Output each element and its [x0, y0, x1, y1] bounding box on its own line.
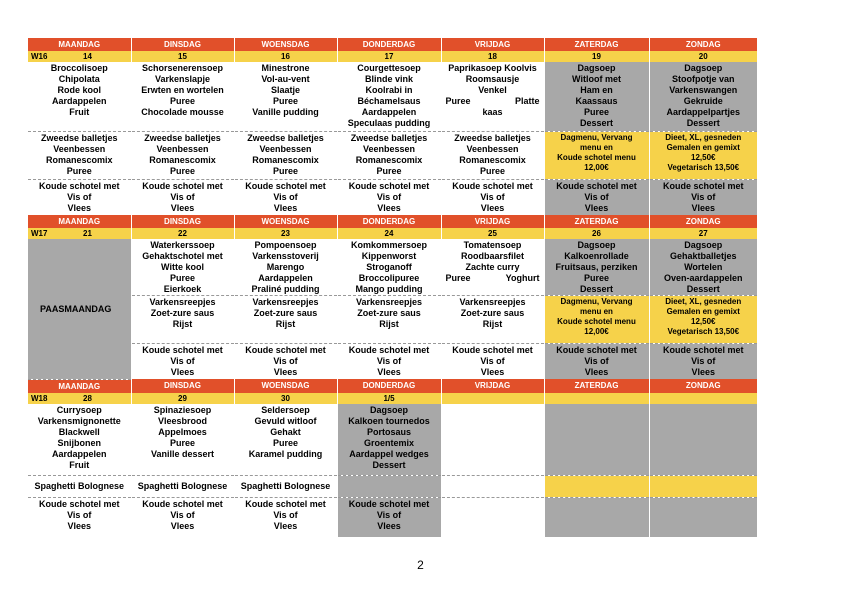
menu-cell: Dagsoep Gehaktballetjes Wortelen Oven-aardappelen Dessert	[649, 239, 757, 296]
day-header: ZATERDAG	[544, 215, 649, 228]
menu-calendar	[28, 38, 757, 537]
menu-cell: Tomatensoep Roodbaarsfilet Zachte curry Puree Yoghurt	[441, 239, 544, 296]
menu-cell: Koude schotel met Vis of Vlees	[234, 344, 337, 380]
main-menu-row	[28, 239, 757, 296]
day-header: WOENSDAG	[234, 38, 337, 51]
menu-cell: Zweedse balletjes Veenbessen Romanescomix Puree	[28, 132, 131, 180]
menu-cell: Koude schotel met Vis of Vlees	[131, 344, 234, 380]
date-cell: 15	[131, 51, 234, 62]
day-header: DONDERDAG	[337, 215, 441, 228]
menu-cell: Dagsoep Kalkoen tournedos Portosaus Groentemix Aardappel wedges Dessert	[337, 404, 441, 476]
menu-cell: Spinaziesoep Vleesbrood Appelmoes Puree Vanille dessert	[131, 404, 234, 476]
day-header-row	[28, 215, 757, 228]
menu-cell: Waterkerssoep Gehaktschotel met Witte kool Puree Eierkoek	[131, 239, 234, 296]
price-cell: Dieet, XL, gesneden Gemalen en gemixt 12,50€ Vegetarisch 13,50€	[649, 296, 757, 344]
menu-cell: Broccolisoep Chipolata Rode kool Aardappelen Fruit	[28, 62, 131, 132]
empty-cell	[544, 475, 649, 497]
menu-cell: Schorsenerensoep Varkenslapje Erwten en wortelen Puree Chocolade mousse	[131, 62, 234, 132]
price-cell: Dagmenu, Vervang menu en Koude schotel menu 12,00€	[544, 132, 649, 180]
day-header: WOENSDAG	[234, 215, 337, 228]
day-header: ZATERDAG	[544, 379, 649, 393]
empty-cell	[649, 497, 757, 537]
date-cell: 18	[441, 51, 544, 62]
date-cell: 28	[83, 393, 92, 403]
day-header-row	[28, 38, 757, 51]
menu-cell: Koude schotel met Vis of Vlees	[649, 180, 757, 216]
menu-cell: Varkensreepjes Zoet-zure saus Rijst	[337, 296, 441, 344]
holiday-cell	[28, 239, 131, 379]
day-header: DINSDAG	[131, 379, 234, 393]
week-label: W16	[31, 52, 48, 61]
menu-cell: Minestrone Vol-au-vent Slaatje Puree Vanille pudding	[234, 62, 337, 132]
menu-cell: Dagsoep Stoofpotje van Varkenswangen Gekruide Aardappelpartjes Dessert	[649, 62, 757, 132]
menu-cell: Dagsoep Kalkoenrollade Fruitsaus, perziken Puree Dessert	[544, 239, 649, 296]
menu-cell: Spaghetti Bolognese	[28, 475, 131, 497]
menu-cell: Varkensreepjes Zoet-zure saus Rijst	[131, 296, 234, 344]
date-cell: 22	[131, 228, 234, 239]
empty-cell	[544, 497, 649, 537]
week-label: W17	[31, 229, 48, 238]
date-cell: 25	[441, 228, 544, 239]
menu-cell: Koude schotel met Vis of Vlees	[234, 180, 337, 216]
empty-cell	[649, 475, 757, 497]
cold-plate-row	[28, 497, 757, 537]
empty-cell	[337, 475, 441, 497]
menu-cell: Seldersoep Gevuld witloof Gehakt Puree Karamel pudding	[234, 404, 337, 476]
empty-cell	[649, 404, 757, 476]
menu-cell: Zweedse balletjes Veenbessen Romanescomix Puree	[131, 132, 234, 180]
date-cell	[544, 393, 649, 404]
date-cell: 17	[337, 51, 441, 62]
menu-cell: Koude schotel met Vis of Vlees	[234, 497, 337, 537]
day-header: ZONDAG	[649, 215, 757, 228]
menu-cell: Currysoep Varkensmignonette Blackwell Snijbonen Aardappelen Fruit	[28, 404, 131, 476]
menu-cell: Koude schotel met Vis of Vlees	[131, 180, 234, 216]
day-header: VRIJDAG	[441, 379, 544, 393]
menu-cell: Paprikasoep Koolvis Roomsausje Venkel Puree Platte kaas	[441, 62, 544, 132]
week-label: W18	[31, 393, 48, 403]
menu-cell: Spaghetti Bolognese	[131, 475, 234, 497]
menu-cell: Koude schotel met Vis of Vlees	[337, 180, 441, 216]
date-cell: 21	[83, 229, 92, 238]
date-cell: 29	[131, 393, 234, 404]
menu-cell: Koude schotel met Vis of Vlees	[28, 180, 131, 216]
day-header: ZONDAG	[649, 38, 757, 51]
date-cell: 27	[649, 228, 757, 239]
menu-cell: Koude schotel met Vis of Vlees	[337, 497, 441, 537]
cold-plate-row	[28, 344, 757, 380]
empty-cell	[544, 404, 649, 476]
day-header: VRIJDAG	[441, 38, 544, 51]
empty-cell	[441, 497, 544, 537]
date-cell: 23	[234, 228, 337, 239]
date-cell: 20	[649, 51, 757, 62]
menu-cell: Dagsoep Witloof met Ham en Kaassaus Puree Dessert	[544, 62, 649, 132]
date-cell: 30	[234, 393, 337, 404]
second-menu-row	[28, 132, 757, 180]
menu-cell: Koude schotel met Vis of Vlees	[28, 497, 131, 537]
page-number: 2	[417, 558, 424, 572]
date-cell: 26	[544, 228, 649, 239]
menu-cell: Koude schotel met Vis of Vlees	[544, 344, 649, 380]
day-header: ZATERDAG	[544, 38, 649, 51]
date-cell	[441, 393, 544, 404]
menu-cell: Komkommersoep Kippenworst Stroganoff Broccolipuree Mango pudding	[337, 239, 441, 296]
second-menu-row	[28, 475, 757, 497]
date-row	[28, 228, 757, 239]
cold-plate-row	[28, 180, 757, 216]
second-menu-row	[28, 296, 757, 344]
price-cell: Dieet, XL, gesneden Gemalen en gemixt 12,50€ Vegetarisch 13,50€	[649, 132, 757, 180]
date-cell: 14	[83, 52, 92, 61]
menu-cell: Varkensreepjes Zoet-zure saus Rijst	[441, 296, 544, 344]
date-cell: 19	[544, 51, 649, 62]
menu-cell: Pompoensoep Varkensstoverij Marengo Aardappelen Praliné pudding	[234, 239, 337, 296]
date-cell: 16	[234, 51, 337, 62]
menu-cell: Koude schotel met Vis of Vlees	[337, 344, 441, 380]
menu-cell: Courgettesoep Blinde vink Koolrabi in Béchamelsaus Aardappelen Speculaas pudding	[337, 62, 441, 132]
main-menu-row	[28, 404, 757, 476]
date-row	[28, 393, 757, 404]
date-cell: 24	[337, 228, 441, 239]
day-header: MAANDAG	[28, 38, 131, 51]
menu-cell: Koude schotel met Vis of Vlees	[544, 180, 649, 216]
date-row	[28, 51, 757, 62]
date-cell	[649, 393, 757, 404]
day-header: DONDERDAG	[337, 379, 441, 393]
day-header: WOENSDAG	[234, 379, 337, 393]
menu-cell: Spaghetti Bolognese	[234, 475, 337, 497]
menu-cell: Zweedse balletjes Veenbessen Romanescomix Puree	[234, 132, 337, 180]
day-header: MAANDAG	[28, 215, 131, 228]
day-header: DINSDAG	[131, 38, 234, 51]
day-header: DINSDAG	[131, 215, 234, 228]
day-header: VRIJDAG	[441, 215, 544, 228]
menu-cell: Koude schotel met Vis of Vlees	[441, 180, 544, 216]
menu-cell: Varkensreepjes Zoet-zure saus Rijst	[234, 296, 337, 344]
price-cell: Dagmenu, Vervang menu en Koude schotel menu 12,00€	[544, 296, 649, 344]
day-header: DONDERDAG	[337, 38, 441, 51]
day-header: MAANDAG	[28, 379, 131, 393]
menu-cell: Zweedse balletjes Veenbessen Romanescomix Puree	[441, 132, 544, 180]
date-cell: 1/5	[337, 393, 441, 404]
menu-cell: Koude schotel met Vis of Vlees	[131, 497, 234, 537]
holiday-label: PAASMAANDAG	[40, 303, 112, 314]
empty-cell	[441, 475, 544, 497]
menu-cell: Koude schotel met Vis of Vlees	[649, 344, 757, 380]
menu-cell: Zweedse balletjes Veenbessen Romanescomix Puree	[337, 132, 441, 180]
menu-cell: Koude schotel met Vis of Vlees	[441, 344, 544, 380]
empty-cell	[441, 404, 544, 476]
day-header: ZONDAG	[649, 379, 757, 393]
main-menu-row	[28, 62, 757, 132]
day-header-row	[28, 379, 757, 393]
